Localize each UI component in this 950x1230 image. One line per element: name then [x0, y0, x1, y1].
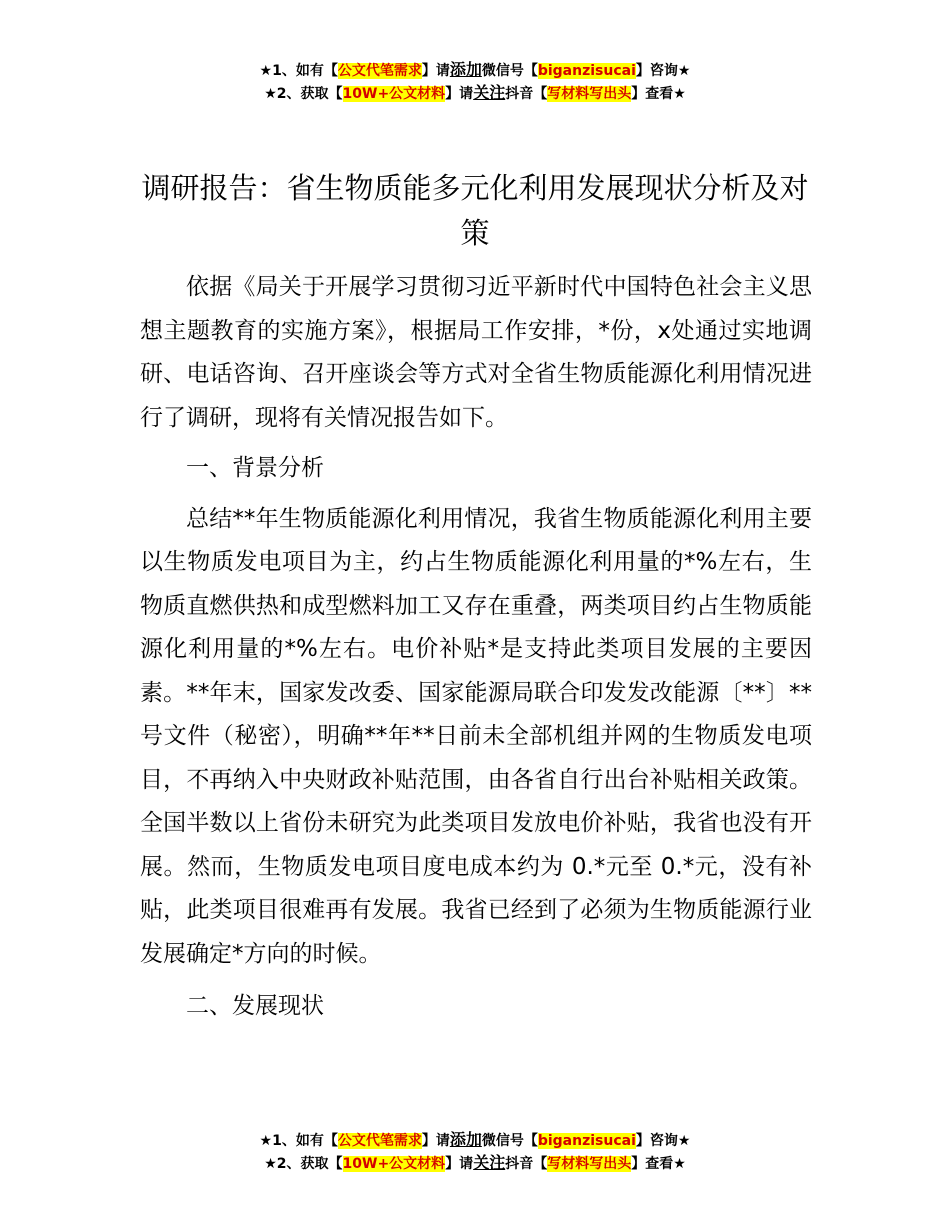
banner-highlight: 写材料写出头 [547, 86, 632, 102]
banner-text: 】咨询★ [635, 1133, 691, 1149]
section-heading-background: 一、背景分析 [186, 455, 324, 481]
banner-text: 】请 [445, 1156, 474, 1172]
footer-banner [0, 1129, 950, 1175]
banner-line-1 [0, 1129, 950, 1152]
banner-text: ★1、如有【 [259, 63, 338, 79]
document-body [140, 266, 812, 1029]
banner-underline: 关注 [473, 83, 506, 102]
banner-highlight: biganzisucai [537, 63, 636, 79]
banner-underline: 关注 [473, 1153, 506, 1172]
banner-line-2 [0, 1152, 950, 1175]
banner-text: 抖音【 [505, 1156, 548, 1172]
banner-line-1 [0, 59, 950, 82]
banner-underline: 添加 [449, 60, 482, 79]
banner-highlight: 10W+公文材料 [342, 86, 446, 102]
banner-text: 】请 [445, 86, 474, 102]
banner-underline: 添加 [449, 1130, 482, 1149]
banner-text: 抖音【 [505, 86, 548, 102]
banner-text: ★2、获取【 [264, 1156, 343, 1172]
document-title: 调研报告：省生物质能多元化利用发展现状分析及对策 [141, 171, 809, 250]
banner-text: 】请 [421, 1133, 450, 1149]
banner-highlight: biganzisucai [537, 1133, 636, 1149]
banner-text: 】咨询★ [635, 63, 691, 79]
banner-text: ★1、如有【 [259, 1133, 338, 1149]
intro-paragraph: 依据《局关于开展学习贯彻习近平新时代中国特色社会主义思想主题教育的实施方案》，根据局工作安排，*份，x处通过实地调研、电话咨询、召开座谈会等方式对全省生物质能源化利用情况进行了调研，现将有关情况报告如下。 [140, 274, 812, 431]
header-banner [0, 59, 950, 105]
banner-text: 微信号【 [481, 1133, 538, 1149]
banner-text: 】查看★ [631, 86, 686, 102]
banner-line-2 [0, 82, 950, 105]
banner-text: 】请 [421, 63, 450, 79]
banner-highlight: 公文代笔需求 [337, 1133, 422, 1149]
banner-text: 】查看★ [631, 1156, 686, 1172]
banner-text: 微信号【 [481, 63, 538, 79]
background-paragraph: 总结**年生物质能源化利用情况，我省生物质能源化利用主要以生物质发电项目为主，约占生物质能源化利用量的*%左右，生物质直燃供热和成型燃料加工又存在重叠，两类项目约占生物质能源化利用量的*%左右。电价补贴*是支持此类项目发展的主要因素。**年末，国家发改委、国家能源局联合印发发改能源〔**〕**号文件（秘密），明确**年**日前未全部机组并网的生物质发电项目，不再纳入中央财政补贴范围，由各省自行出台补贴相关政策。全国半数以上省份未研究为此类项目发放电价补贴，我省也没有开展。然而，生物质发电项目度电成本约为 0.*元至 0.*元，没有补贴，此类项目很难再有发展。我省已经到了必须为生物质能源行业发展确定*方向的时候。 [140, 505, 812, 967]
section-heading-status: 二、发展现状 [186, 993, 324, 1019]
banner-highlight: 写材料写出头 [547, 1156, 632, 1172]
banner-text: ★2、获取【 [264, 86, 343, 102]
banner-highlight: 10W+公文材料 [342, 1156, 446, 1172]
banner-highlight: 公文代笔需求 [337, 63, 422, 79]
